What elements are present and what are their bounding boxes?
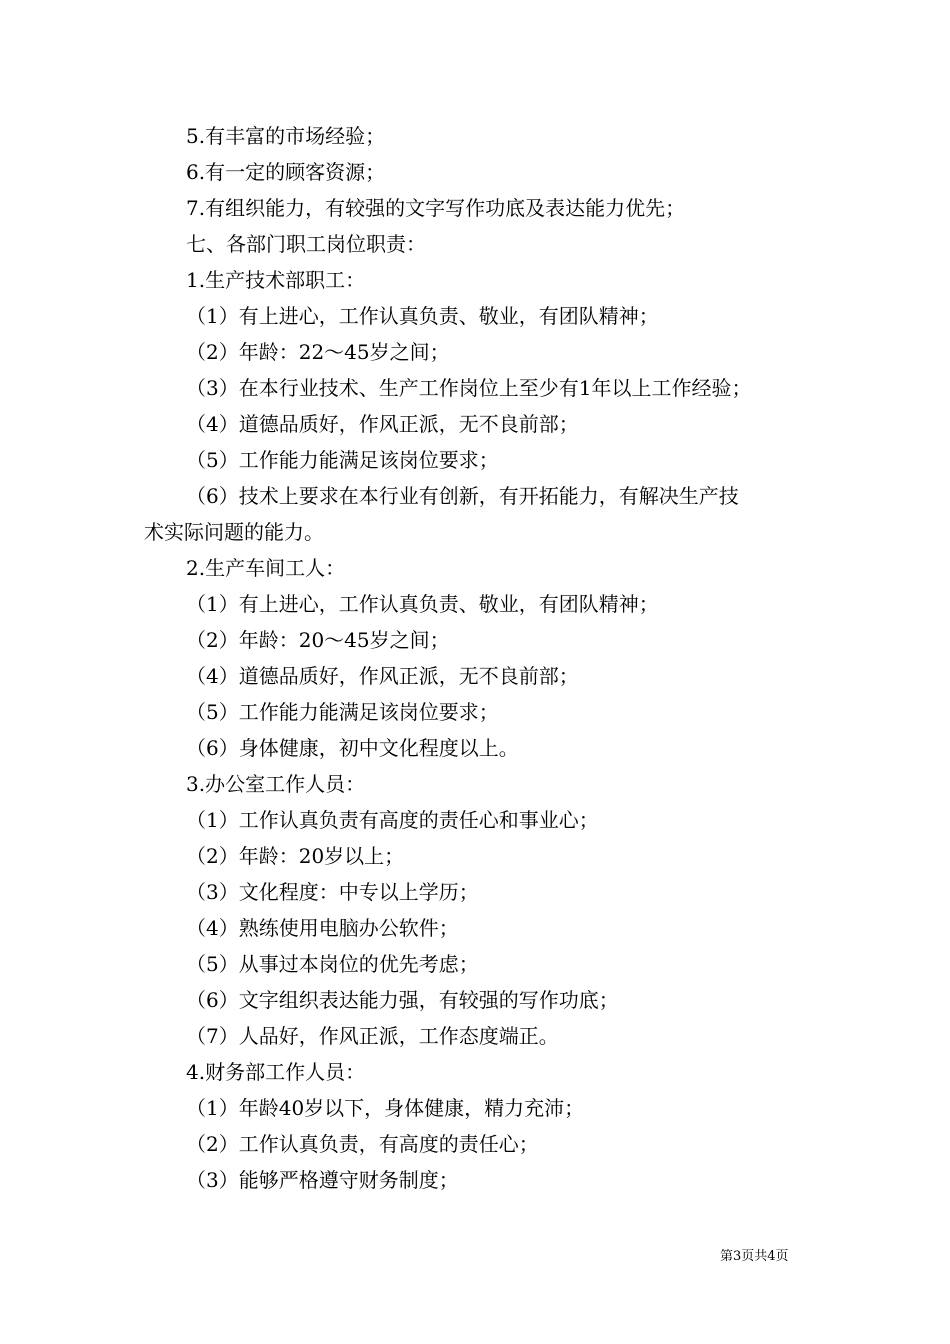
document-body [144, 118, 812, 1198]
text-line: （1）有上进心，工作认真负责、敬业，有团队精神； [186, 592, 659, 616]
subsection-heading: 2.生产车间工人： [186, 556, 346, 580]
text-line: 6.有一定的顾客资源； [186, 160, 386, 184]
text-line: （1）工作认真负责有高度的责任心和事业心； [186, 808, 599, 832]
text-line: （5）工作能力能满足该岗位要求； [186, 700, 499, 724]
text-line: （6）文字组织表达能力强，有较强的写作功底； [186, 988, 619, 1012]
subsection-heading: 1.生产技术部职工： [186, 268, 366, 292]
text-line: （2）年龄：22～45岁之间； [186, 340, 450, 364]
text-line: 7.有组织能力，有较强的文字写作功底及表达能力优先； [186, 196, 686, 220]
text-line: （7）人品好，作风正派，工作态度端正。 [186, 1024, 559, 1048]
subsection-heading: 3.办公室工作人员： [186, 772, 366, 796]
section-heading: 七、各部门职工岗位职责： [186, 232, 426, 256]
text-line: （4）道德品质好，作风正派，无不良前部； [186, 664, 579, 688]
text-line: 5.有丰富的市场经验； [186, 124, 386, 148]
text-line: （4）道德品质好，作风正派，无不良前部； [186, 412, 579, 436]
subsection-heading: 4.财务部工作人员： [186, 1060, 366, 1084]
text-line: （2）年龄：20～45岁之间； [186, 628, 450, 652]
text-line: （2）年龄：20岁以上； [186, 844, 405, 868]
text-line: （5）从事过本岗位的优先考虑； [186, 952, 479, 976]
text-line: （5）工作能力能满足该岗位要求； [186, 448, 499, 472]
text-line-continuation: 术实际问题的能力。 [144, 520, 324, 544]
text-line: （1）年龄40岁以下，身体健康，精力充沛； [186, 1096, 585, 1120]
page-number-footer: 第3页共4页 [720, 1249, 789, 1264]
text-line: （6）身体健康，初中文化程度以上。 [186, 736, 519, 760]
text-line: （3）文化程度：中专以上学历； [186, 880, 479, 904]
text-line: （4）熟练使用电脑办公软件； [186, 916, 459, 940]
text-line: （6）技术上要求在本行业有创新，有开拓能力，有解决生产技 [186, 484, 739, 508]
text-line: （2）工作认真负责，有高度的责任心； [186, 1132, 539, 1156]
text-line: （3）能够严格遵守财务制度； [186, 1168, 459, 1192]
text-line: （1）有上进心，工作认真负责、敬业，有团队精神； [186, 304, 659, 328]
text-line: （3）在本行业技术、生产工作岗位上至少有1年以上工作经验； [186, 376, 752, 400]
